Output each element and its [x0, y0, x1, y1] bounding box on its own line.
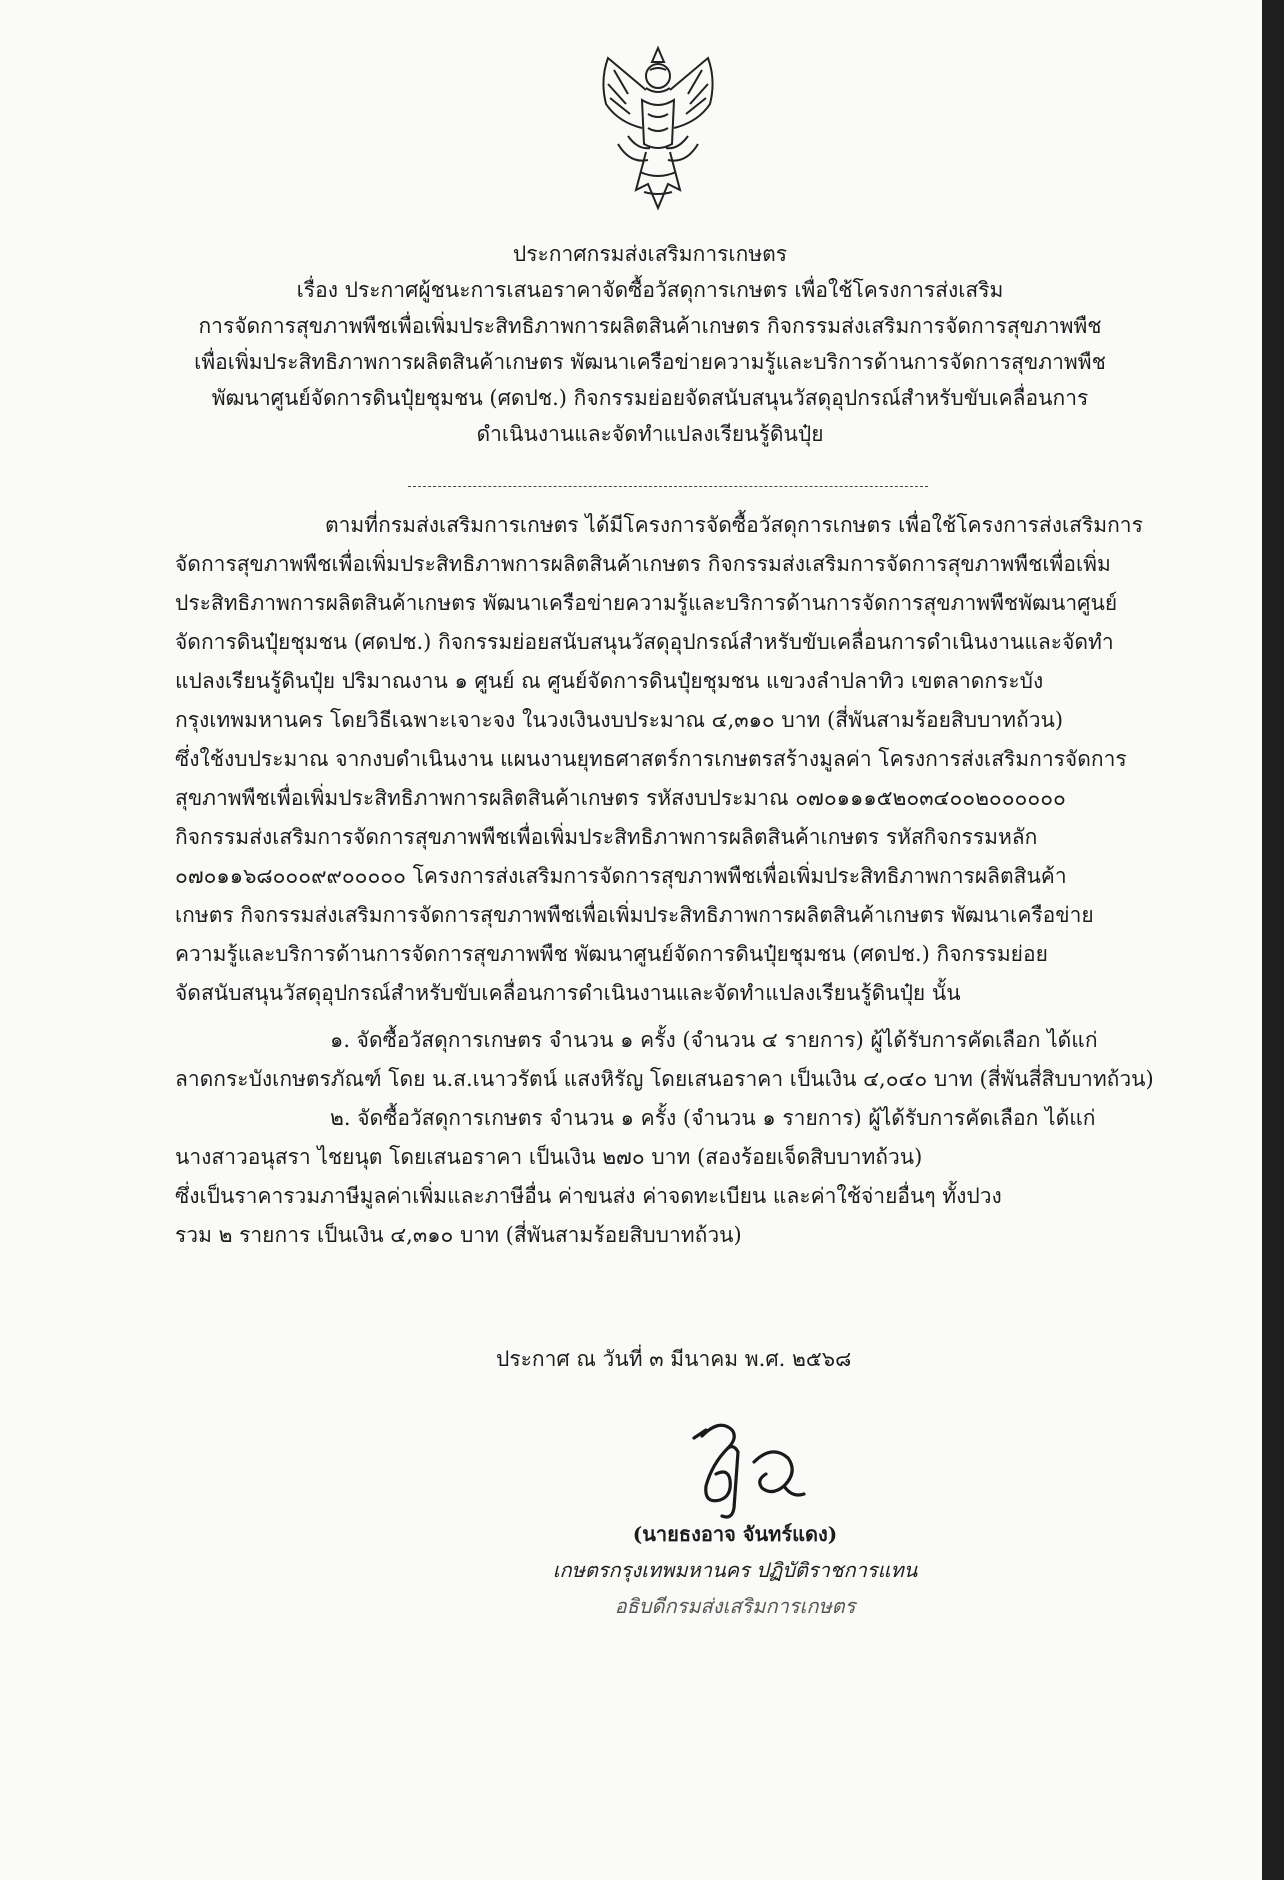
dashed-divider [408, 486, 928, 487]
award-item-2-detail: นางสาวอนุสรา ไชยนุต โดยเสนอราคา เป็นเงิน ๒๗๐ บาท (สองร้อยเจ็ดสิบบาทถ้วน) [175, 1145, 923, 1169]
tax-note: ซึ่งเป็นราคารวมภาษีมูลค่าเพิ่มและภาษีอื่น ค่าขนส่ง ค่าจดทะเบียน และค่าใช้จ่ายอื่นๆ ทั้งปวง [175, 1184, 1002, 1208]
scan-edge-shadow [1262, 0, 1284, 1880]
award-item-1: ๑. จัดซื้อวัสดุการเกษตร จำนวน ๑ ครั้ง (จำนวน ๔ รายการ) ผู้ได้รับการคัดเลือก ได้แก่ [330, 1028, 1098, 1052]
paragraph-line: แปลงเรียนรู้ดินปุ๋ย ปริมาณงาน ๑ ศูนย์ ณ ศูนย์จัดการดินปุ๋ยชุมชน แขวงลำปลาทิว เขตลาดกระบัง [175, 669, 1044, 693]
paragraph-line: ประสิทธิภาพการผลิตสินค้าเกษตร พัฒนาเครือข่ายความรู้และบริการด้านการจัดการสุขภาพพืชพัฒนาศูนย์ [175, 591, 1118, 615]
award-item-2: ๒. จัดซื้อวัสดุการเกษตร จำนวน ๑ ครั้ง (จำนวน ๑ รายการ) ผู้ได้รับการคัดเลือก ได้แก่ [330, 1106, 1096, 1130]
announcement-date: ประกาศ ณ วันที่ ๓ มีนาคม พ.ศ. ๒๕๖๘ [496, 1347, 852, 1371]
paragraph-line: กิจกรรมส่งเสริมการจัดการสุขภาพพืชเพื่อเพิ่มประสิทธิภาพการผลิตสินค้าเกษตร รหัสกิจกรรมหลัก [175, 825, 1038, 849]
header-title: ประกาศกรมส่งเสริมการเกษตร [512, 242, 788, 266]
paragraph-line: กรุงเทพมหานคร โดยวิธีเฉพาะเจาะจง ในวงเงินงบประมาณ ๔,๓๑๐ บาท (สี่พันสามร้อยสิบบาทถ้วน) [175, 708, 1064, 732]
paragraph-line: ตามที่กรมส่งเสริมการเกษตร ได้มีโครงการจัดซื้อวัสดุการเกษตร เพื่อใช้โครงการส่งเสริมการ [325, 513, 1143, 537]
total-amount: รวม ๒ รายการ เป็นเงิน ๔,๓๑๐ บาท (สี่พันสามร้อยสิบบาทถ้วน) [175, 1223, 742, 1247]
garuda-emblem-icon [588, 40, 728, 220]
paragraph-line: จัดการสุขภาพพืชเพื่อเพิ่มประสิทธิภาพการผลิตสินค้าเกษตร กิจกรรมส่งเสริมการจัดการสุขภาพพืชเพื่อเพิ่ม [175, 552, 1111, 576]
paragraph-line: จัดสนับสนุนวัสดุอุปกรณ์สำหรับขับเคลื่อนการดำเนินงานและจัดทำแปลงเรียนรู้ดินปุ๋ย นั้น [175, 981, 961, 1005]
signer-organization: อธิบดีกรมส่งเสริมการเกษตร [614, 1594, 856, 1618]
header-subject-line: เรื่อง ประกาศผู้ชนะการเสนอราคาจัดซื้อวัสดุการเกษตร เพื่อใช้โครงการส่งเสริม [296, 278, 1004, 302]
header-subject-line: เพื่อเพิ่มประสิทธิภาพการผลิตสินค้าเกษตร พัฒนาเครือข่ายความรู้และบริการด้านการจัดการสุขภาพพืช [194, 350, 1106, 374]
paragraph-line: สุขภาพพืชเพื่อเพิ่มประสิทธิภาพการผลิตสินค้าเกษตร รหัสงบประมาณ ๐๗๐๑๑๑๕๒๐๓๔๐๐๒๐๐๐๐๐๐ [175, 786, 1066, 810]
signer-title: เกษตรกรุงเทพมหานคร ปฏิบัติราชการแทน [552, 1558, 918, 1582]
signer-block [540, 1516, 930, 1624]
announcement-header [150, 236, 1150, 452]
paragraph-line: ความรู้และบริการด้านการจัดการสุขภาพพืช พัฒนาศูนย์จัดการดินปุ๋ยชุมชน (ศดปช.) กิจกรรมย่อย [175, 942, 1048, 966]
announcement-body [175, 506, 1185, 1255]
header-subject-line: ดำเนินงานและจัดทำแปลงเรียนรู้ดินปุ๋ย [476, 422, 824, 446]
signer-name: (นายธงอาจ จันทร์แดง) [632, 1522, 838, 1546]
paragraph-line: ซึ่งใช้งบประมาณ จากงบดำเนินงาน แผนงานยุทธศาสตร์การเกษตรสร้างมูลค่า โครงการส่งเสริมการจัดการ [175, 747, 1127, 771]
header-subject-line: พัฒนาศูนย์จัดการดินปุ๋ยชุมชน (ศดปช.) กิจกรรมย่อยจัดสนับสนุนวัสดุอุปกรณ์สำหรับขับเคลื่อนการ [211, 386, 1089, 410]
paragraph-line: จัดการดินปุ๋ยชุมชน (ศดปช.) กิจกรรมย่อยสนับสนุนวัสดุอุปกรณ์สำหรับขับเคลื่อนการดำเนินงานและจัดทำ [175, 630, 1114, 654]
paragraph-line: ๐๗๐๑๑๖๘๐๐๐๙๙๐๐๐๐๐ โครงการส่งเสริมการจัดการสุขภาพพืชเพื่อเพิ่มประสิทธิภาพการผลิตสินค้า [175, 864, 1067, 888]
award-item-1-detail: ลาดกระบังเกษตรภัณฑ์ โดย น.ส.เนาวรัตน์ แสงหิรัญ โดยเสนอราคา เป็นเงิน ๔,๐๔๐ บาท (สี่พันสี่สิบบาทถ้วน) [175, 1067, 1154, 1091]
header-subject-line: การจัดการสุขภาพพืชเพื่อเพิ่มประสิทธิภาพการผลิตสินค้าเกษตร กิจกรรมส่งเสริมการจัดการสุขภาพพืช [198, 314, 1102, 338]
paragraph-line: เกษตร กิจกรรมส่งเสริมการจัดการสุขภาพพืชเพื่อเพิ่มประสิทธิภาพการผลิตสินค้าเกษตร พัฒนาเครือข่าย [175, 903, 1094, 927]
handwritten-signature [672, 1408, 822, 1528]
